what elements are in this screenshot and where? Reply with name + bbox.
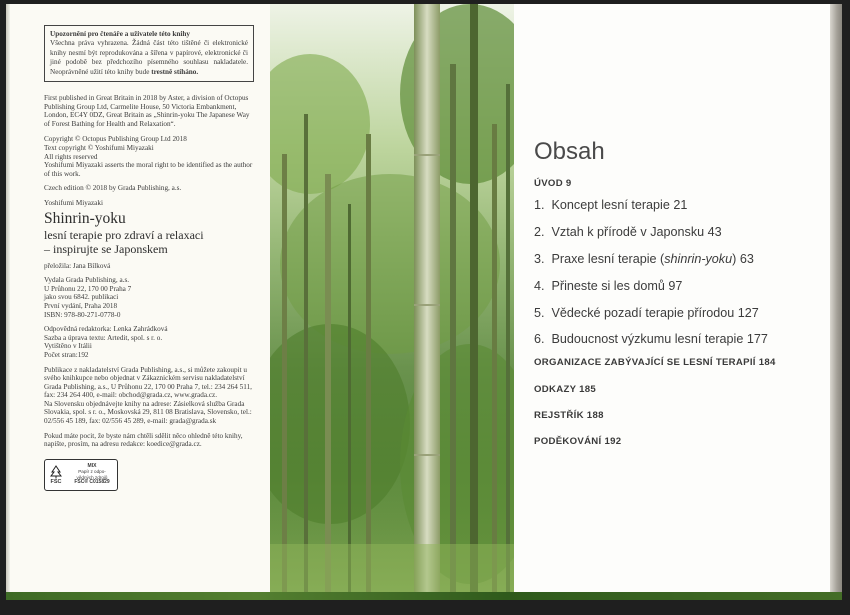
toc-back-matter: ORGANIZACE ZABÝVAJÍCÍ SE LESNÍ TERAPIÍ 184 [534,357,776,368]
toc-chapter: 2. Vztah k přírodě v Japonsku 43 [534,225,722,239]
first-published: First published in Great Britain in 2018 by Aster, a division of Octopus Publishing Group Ltd, Carmelite House, 50 Victoria Embankment, London, EC4Y 0DZ, Great Britain as „Shinrin-yoku The Japanese Way of Forest Bathing for Health and Relaxation“. [44,94,250,128]
publisher-line: Vydala Grada Publishing, a.s. [44,276,130,285]
editor-line: Vytištěno v Itálii [44,342,92,351]
toc-chapter: 4. Přineste si les domů 97 [534,279,683,293]
toc-chapter: 5. Vědecké pozadí terapie přírodou 127 [534,306,759,320]
toc-title: Obsah [534,138,605,165]
publisher-line: První vydání, Praha 2018 [44,301,118,310]
feedback-info: Pokud máte pocit, že byste nám chtěli sdělit něco ohledně této knihy, napište, prosím, na adresu redakce: koedice@grada.cz. [44,431,243,449]
copyright-line: Yoshifumi Miyazaki asserts the moral right to be identified as the author of this work. [44,161,253,178]
translator: přeložila: Jana Bílková [44,261,111,270]
contents-page [514,4,830,592]
bamboo-forest-illustration [270,4,514,592]
ordering-info: Publikace z nakladatelství Grada Publishing, a.s., si můžete zakoupit u svého knihkupce nebo objednat v Zákaznickém servisu nakladatelství Grada Publishing, a.s., U Průhonu 22, 170 00 Praha 7, tel.: 234 264 511, fax: 234 264 400, e-mail: obchod@grada.cz, www.grada.cz. [44,365,252,400]
toc-chapter: 6. Budoucnost výzkumu lesní terapie 177 [534,332,768,346]
toc-back-matter: REJSTŘÍK 188 [534,410,604,421]
fsc-mix: MIX [87,463,97,470]
forest-photo [270,4,514,592]
author-name: Yoshifumi Miyazaki [44,198,103,207]
slovakia-info: Na Slovensku objednávejte knihy na adrese: Zásielková služba Grada Slovakia, spol. s r. o., Moskovská 29, 811 08 Bratislava, Slovensko, tel.: 02/556 45 189, fax: 02/556 45 289, e-mail: grada@grada.sk [44,399,252,426]
page-edge-left [6,4,10,592]
reader-notice-box [44,25,254,82]
imprint-page [6,4,270,592]
toc-chapter: 3. Praxe lesní terapie (shinrin-yoku) 63 [534,252,754,266]
fsc-line: Papír z odpo- [78,469,106,475]
toc-back-matter: ODKAZY 185 [534,384,597,395]
book-spread [6,4,842,600]
isbn: ISBN: 978-80-271-0778-0 [44,310,121,319]
copyright-line: Copyright © Octopus Publishing Group Ltd 2018 [44,135,187,144]
book-subtitle: – inspirujte se Japonskem [44,241,168,256]
book-title: Shinrin-yoku [44,209,126,227]
toc-intro: ÚVOD 9 [534,178,572,189]
editor-line: Odpovědná redaktorka: Lenka Zahrádková [44,325,168,334]
fsc-logo [44,459,118,491]
editor-line: Sazba a úprava textu: Artedit, spol. s r. o. [44,333,163,342]
toc-chapter: 1. Koncept lesní terapie 21 [534,198,688,212]
toc-back-matter: PODĚKOVÁNÍ 192 [534,436,622,447]
notice-body: Všechna práva vyhrazena. Žádná část této tištěné či elektronické knihy nesmí být reprodukována a šířena v papírové, elektronické či jiné podobě bez předchozího písemného souhlasu nakladatele. Neoprávněné užití této knihy bude [50,39,248,76]
publisher-line: jako svou 6842. publikaci [44,293,119,302]
imprint-content [44,25,254,491]
fsc-tree-icon [49,465,63,479]
copyright-line: All rights reserved [44,152,98,161]
fsc-mark: FSC [50,478,62,485]
notice-title: Upozornění pro čtenáře a uživatele této knihy [50,30,191,38]
cover-edge-strip [6,592,842,600]
publisher-line: U Průhonu 22, 170 00 Praha 7 [44,284,132,293]
czech-edition: Czech edition © 2018 by Grada Publishing, a.s. [44,184,182,193]
fsc-line: vědných zdrojů [76,474,108,480]
page-edge-right [830,4,842,600]
notice-emphasis: trestně stíháno. [151,67,199,76]
book-subtitle: lesní terapie pro zdraví a relaxaci [44,227,204,242]
copyright-line: Text copyright © Yoshifumi Miyazaki [44,144,154,152]
editor-line: Počet stran:192 [44,350,89,359]
fsc-code: FSC® C015829 [74,479,110,486]
